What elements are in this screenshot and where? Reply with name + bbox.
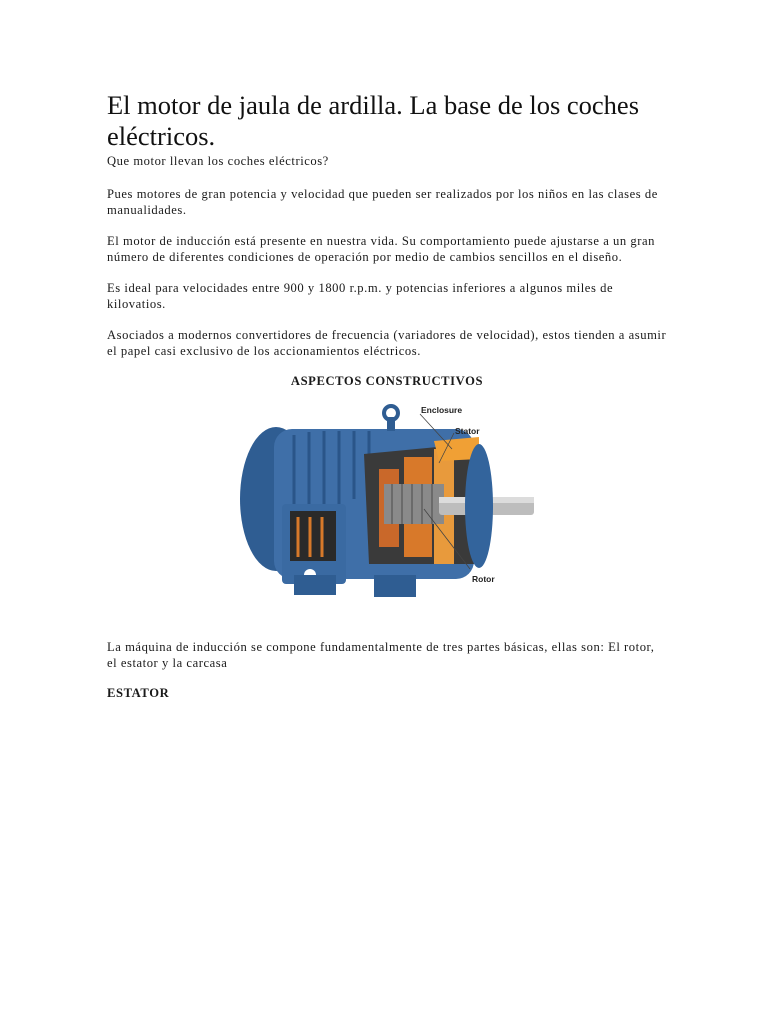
document-subtitle: Que motor llevan los coches eléctricos? [107, 154, 329, 168]
paragraph-1: Pues motores de gran potencia y velocidad que pueden ser realizados por los niños en las clases de manualidades. [107, 187, 658, 217]
paragraph-4: Asociados a modernos convertidores de frecuencia (variadores de velocidad), estos tienden a asumir el papel casi exclusivo de los accionamientos eléctricos. [107, 328, 667, 358]
document-title: El motor de jaula de ardilla. La base de los coches eléctricos. [107, 90, 640, 151]
document-page [107, 90, 667, 701]
motor-illustration [234, 399, 544, 621]
label-enclosure: Enclosure [421, 405, 463, 415]
section-heading-estator: ESTATOR [107, 686, 170, 700]
label-rotor: Rotor [472, 574, 495, 584]
section-heading-aspectos: ASPECTOS CONSTRUCTIVOS [290, 374, 484, 388]
motor-cutaway-figure [234, 399, 544, 621]
paragraph-3: Es ideal para velocidades entre 900 y 1800 r.p.m. y potencias inferiores a algunos miles de kilovatios. [107, 281, 614, 311]
paragraph-after-figure: La máquina de inducción se compone fundamentalmente de tres partes básicas, ellas son: El rotor, el estator y la carcasa [107, 640, 655, 670]
paragraph-2: El motor de inducción está presente en nuestra vida. Su comportamiento puede ajustarse a un gran número de diferentes condiciones de operación por medio de cambios sencillos en el diseño. [107, 234, 655, 264]
label-stator: Stator [455, 426, 480, 436]
